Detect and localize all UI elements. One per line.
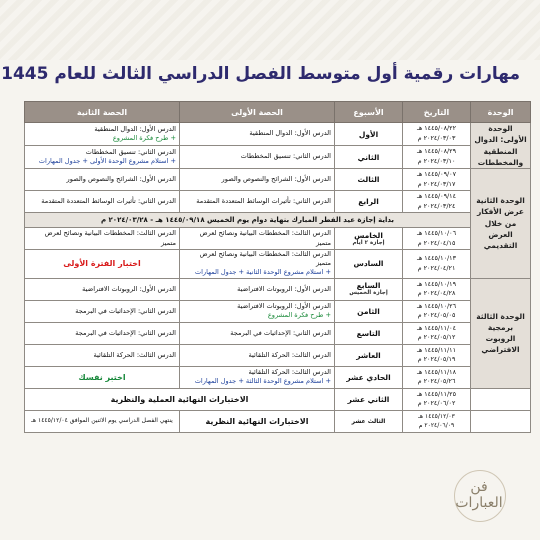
week-cell: الرابع bbox=[335, 191, 403, 213]
week-cell: الحادي عشر bbox=[335, 366, 403, 388]
table-row-final-theory-exam bbox=[25, 410, 531, 432]
holiday-banner-row bbox=[25, 213, 531, 228]
period-2-cell: الدرس الثالث: الحركة التلقائية bbox=[25, 344, 180, 366]
period-2-cell: الدرس الأول: الشرائح والنصوص والصور bbox=[25, 169, 180, 191]
week-cell: الخامس إجازة ٢ ايام bbox=[335, 228, 403, 250]
period-2-cell: اختبار الفترة الأولى bbox=[25, 250, 180, 279]
week-cell: الثالث bbox=[335, 169, 403, 191]
period-1-cell: الدرس الثالث: الحركة التلقائية + استلام مشروع الوحدة الثالثة + جدول المهارات bbox=[180, 366, 335, 388]
semester-end-note: ينتهي الفصل الدراسي يوم الاثنين الموافق ١٤٤٥/١٢/٠٤ هـ bbox=[25, 410, 180, 432]
date-cell: ١٤٤٥/١١/٢٥ هـ ٢٠٢٤/٠٦/٠٢ م bbox=[403, 388, 471, 410]
unit-1-cell: الوحدة الأولى: الدوال المنطقية والمخططات bbox=[471, 123, 531, 169]
table-row bbox=[25, 300, 531, 322]
period-1-cell: الدرس الأول: الدوال المنطقية bbox=[180, 123, 335, 146]
date-cell: ١٤٤٥/١١/١١ هـ ٢٠٢٤/٠٥/١٩ م bbox=[403, 344, 471, 366]
table-row bbox=[25, 191, 531, 213]
header-period-1: الحصة الأولى bbox=[180, 102, 335, 123]
empty-unit-cell bbox=[471, 388, 531, 410]
date-cell: ١٤٤٥/١١/٠٤ هـ ٢٠٢٤/٠٥/١٢ م bbox=[403, 322, 471, 344]
table-row bbox=[25, 146, 531, 169]
date-cell: ١٤٤٥/٠٩/٠٧ هـ ٢٠٢٤/٠٣/١٧ م bbox=[403, 169, 471, 191]
header-week: الأسبوع bbox=[335, 102, 403, 123]
table-row bbox=[25, 366, 531, 388]
decorative-header-pattern bbox=[0, 0, 540, 60]
date-cell: ١٤٤٥/٠٩/١٤ هـ ٢٠٢٤/٠٣/٢٤ م bbox=[403, 191, 471, 213]
table-header-row bbox=[25, 102, 531, 123]
page-title: مهارات رقمية أول متوسط الفصل الدراسي الثالث للعام 1445 bbox=[1, 64, 520, 84]
final-exam-cell: الاختبارات النهائية العملية والنظرية bbox=[25, 388, 335, 410]
table-row bbox=[25, 169, 531, 191]
date-cell: ١٤٤٥/١٢/٠٣ هـ ٢٠٢٤/٠٦/٠٩ م bbox=[403, 410, 471, 432]
brand-logo: فن العبارات bbox=[442, 468, 516, 528]
table-row bbox=[25, 228, 531, 250]
header-date: التاريخ bbox=[403, 102, 471, 123]
date-cell: ١٤٤٥/١١/١٨ هـ ٢٠٢٤/٠٥/٢٦ م bbox=[403, 366, 471, 388]
period-1-cell: الدرس الثاني: الإحداثيات في البرمجة bbox=[180, 322, 335, 344]
holiday-banner: بداية إجازة عيد الفطر المبارك بنهاية دوام يوم الخميس ١٤٤٥/٠٩/١٨ هـ - ٢٠٢٤/٠٣/٢٨ م bbox=[25, 213, 471, 228]
period-1-cell: الدرس الأول: الروبوتات الافتراضية + طرح فكرة المشروع bbox=[180, 300, 335, 322]
date-cell: ١٤٤٥/١٠/٠٦ هـ ٢٠٢٤/٠٤/١٥ م bbox=[403, 228, 471, 250]
period-2-cell: الدرس الثاني: تنسيق المخططات + استلام مشروع الوحدة الأولى + جدول المهارات bbox=[25, 146, 180, 169]
schedule-table bbox=[24, 101, 531, 433]
period-1-cell: الدرس الثاني: تنسيق المخططات bbox=[180, 146, 335, 169]
table-row-final-exam bbox=[25, 388, 531, 410]
period-1-cell: الدرس الثالث: الحركة التلقائية bbox=[180, 344, 335, 366]
period-1-cell: الدرس الأول: الشرائح والنصوص والصور bbox=[180, 169, 335, 191]
unit-3-cell: الوحدة الثالثة برمجية الروبوت الافتراضي bbox=[471, 278, 531, 388]
date-cell: ١٤٤٥/٠٨/٢٢ هـ ٢٠٢٤/٠٣/٠٣ م bbox=[403, 123, 471, 146]
period-1-cell: الدرس الثالث: المخططات البيانية ونصائح لعرض متميز + استلام مشروع الوحدة الثانية + جدول المهارات bbox=[180, 250, 335, 279]
week-cell: الثامن bbox=[335, 300, 403, 322]
table-row bbox=[25, 123, 531, 146]
week-cell: الأول bbox=[335, 123, 403, 146]
date-cell: ١٤٤٥/١٠/١٩ هـ ٢٠٢٤/٠٤/٢٨ م bbox=[403, 278, 471, 300]
period-2-cell: الدرس الأول: الروبوتات الافتراضية bbox=[25, 278, 180, 300]
date-cell: ١٤٤٥/١٠/٢٦ هـ ٢٠٢٤/٠٥/٠٥ م bbox=[403, 300, 471, 322]
week-cell: السادس bbox=[335, 250, 403, 279]
period-1-cell: الدرس الثاني: تأثيرات الوسائط المتعددة المتقدمة bbox=[180, 191, 335, 213]
date-cell: ١٤٤٥/٠٨/٢٩ هـ ٢٠٢٤/٠٣/١٠ م bbox=[403, 146, 471, 169]
unit-2-cell: الوحدة الثانية عرض الأفكار من خلال العرض التقديمي bbox=[471, 169, 531, 279]
final-theory-exam-cell: الاختبارات النهائية النظرية bbox=[180, 410, 335, 432]
week-cell: الثاني bbox=[335, 146, 403, 169]
date-cell: ١٤٤٥/١٠/١٣ هـ ٢٠٢٤/٠٤/٢١ م bbox=[403, 250, 471, 279]
empty-unit-cell bbox=[471, 410, 531, 432]
period-2-cell: اختبر نفسك bbox=[25, 366, 180, 388]
period-2-cell: الدرس الثاني: الإحداثيات في البرمجة bbox=[25, 322, 180, 344]
week-cell: الثالث عشر bbox=[335, 410, 403, 432]
week-cell: العاشر bbox=[335, 344, 403, 366]
period-2-cell: الدرس الأول: الدوال المنطقية + طرح فكرة المشروع bbox=[25, 123, 180, 146]
table-row bbox=[25, 278, 531, 300]
table-row bbox=[25, 322, 531, 344]
week-cell: التاسع bbox=[335, 322, 403, 344]
period-1-cell: الدرس الثالث: المخططات البيانية ونصائح لعرض متميز bbox=[180, 228, 335, 250]
week-cell: الثاني عشر bbox=[335, 388, 403, 410]
period-1-cell: الدرس الأول: الروبوتات الافتراضية bbox=[180, 278, 335, 300]
table-row bbox=[25, 344, 531, 366]
week-cell: السابع إجازة الخميس bbox=[335, 278, 403, 300]
period-2-cell: الدرس الثاني: تأثيرات الوسائط المتعددة المتقدمة bbox=[25, 191, 180, 213]
header-period-2: الحصة الثانية bbox=[25, 102, 180, 123]
table-row bbox=[25, 250, 531, 279]
period-2-cell: الدرس الثالث: المخططات البيانية ونصائح لعرض متميز bbox=[25, 228, 180, 250]
header-unit: الوحدة bbox=[471, 102, 531, 123]
period-2-cell: الدرس الثاني: الإحداثيات في البرمجة bbox=[25, 300, 180, 322]
